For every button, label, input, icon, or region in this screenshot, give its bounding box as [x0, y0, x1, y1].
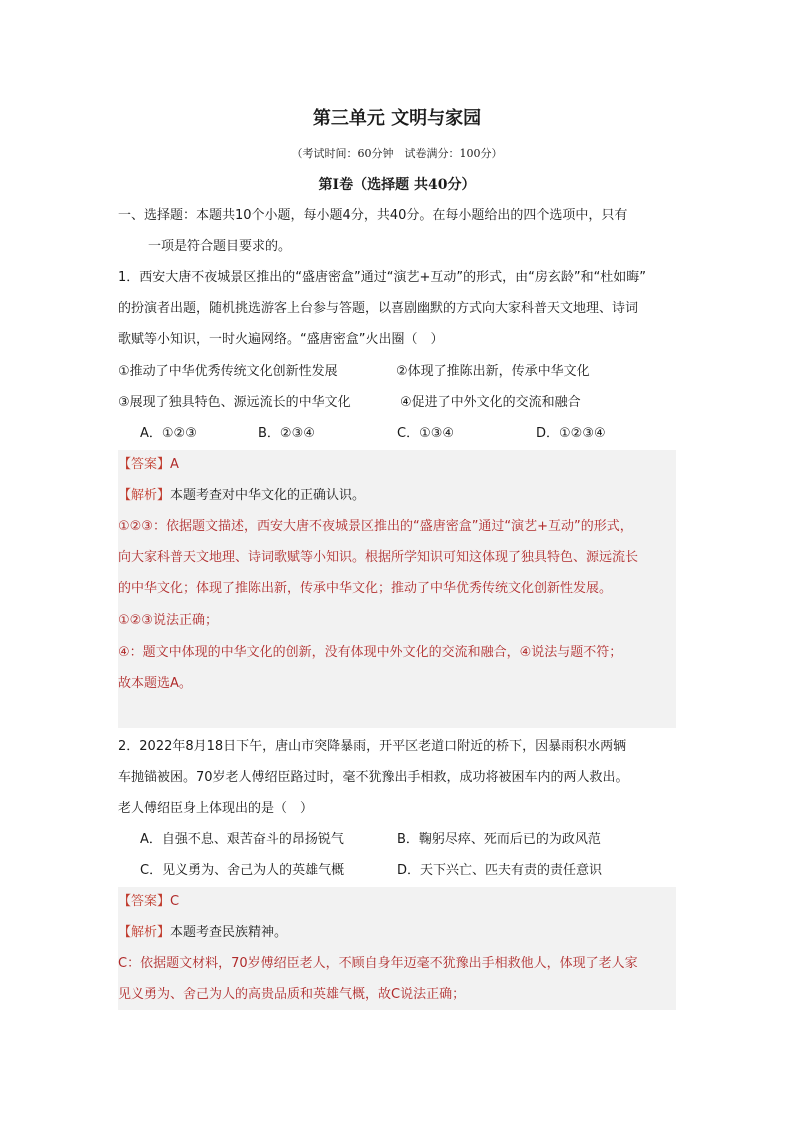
q1-option-c: C．①③④	[397, 426, 455, 441]
q2-option-b: B．鞠躬尽瘁、死而后已的为政风范	[397, 832, 601, 847]
q1-statement-4: ④促进了中外文化的交流和融合	[400, 395, 581, 410]
q1-answer-value: A	[170, 457, 179, 472]
q1-option-a: A．①②③	[140, 426, 197, 441]
q2-analysis-label: 【解析】	[118, 925, 171, 940]
q1-stem-line-2: 的扮演者出题，随机挑选游客上台参与答题，以喜剧幽默的方式向大家科普天文地理、诗词	[118, 301, 639, 316]
q1-statement-2: ②体现了推陈出新，传承中华文化	[396, 364, 590, 379]
q1-explain-line-5: ④：题文中体现的中华文化的创新，没有体现中外文化的交流和融合，④说法与题不符；	[118, 645, 623, 660]
q1-stem-line-3: 歌赋等小知识，一时火遍网络。“盛唐密盒”火出圈（ ）	[118, 332, 444, 347]
page-title: 第三单元 文明与家园	[312, 108, 482, 129]
q2-analysis-text: 本题考查民族精神。	[170, 925, 288, 940]
q1-option-d: D．①②③④	[536, 426, 606, 441]
section-title: 第Ⅰ卷（选择题 共40分）	[318, 177, 476, 193]
q1-analysis	[118, 486, 365, 506]
q2-analysis	[118, 923, 287, 943]
q2-option-d: D．天下兴亡、匹夫有责的责任意识	[397, 863, 603, 878]
q1-explain-line-1: ①②③：依据题文描述，西安大唐不夜城景区推出的“盛唐密盒”通过“演艺+互动”的形式，	[118, 519, 633, 534]
q1-analysis-label: 【解析】	[118, 488, 171, 503]
q1-statement-3: ③展现了独具特色、源远流长的中华文化	[118, 395, 351, 410]
q2-answer	[118, 892, 179, 912]
q1-explain-line-3: 的中华文化；体现了推陈出新，传承中华文化；推动了中华优秀传统文化创新性发展。	[118, 581, 613, 596]
q2-stem-line-2: 车抛锚被困。70岁老人傅绍臣路过时，毫不犹豫出手相救，成功将被困车内的两人救出。	[118, 770, 629, 785]
instructions-line-1: 一、选择题：本题共10个小题，每小题4分，共40分。在每小题给出的四个选项中，只有	[118, 208, 628, 223]
q2-option-a: A．自强不息、艰苦奋斗的昂扬锐气	[140, 832, 344, 847]
q1-answer-label: 【答案】	[118, 457, 171, 472]
q2-stem-line-3: 老人傅绍臣身上体现出的是（ ）	[118, 801, 314, 816]
q1-explain-line-6: 故本题选A。	[118, 676, 192, 691]
q2-answer-value: C	[170, 894, 180, 909]
q2-explain-line-2: 见义勇为、舍己为人的高贵品质和英雄气概，故C说法正确；	[118, 987, 466, 1002]
q1-answer	[118, 455, 179, 475]
q2-explain-line-1: C：依据题文材料，70岁傅绍臣老人，不顾自身年迈毫不犹豫出手相救他人，体现了老人家	[118, 956, 638, 971]
q2-option-c: C．见义勇为、舍己为人的英雄气概	[140, 863, 345, 878]
q2-stem-line-1: 2．2022年8月18日下午，唐山市突降暴雨，开平区老道口附近的桥下，因暴雨积水两辆	[118, 739, 627, 754]
q1-explain-line-4: ①②③说法正确；	[118, 613, 218, 628]
q2-answer-label: 【答案】	[118, 894, 171, 909]
instructions-line-2: 一项是符合题目要求的。	[148, 239, 292, 254]
q1-option-b: B．②③④	[258, 426, 315, 441]
q1-statement-1: ①推动了中华优秀传统文化创新性发展	[118, 364, 338, 379]
q1-stem-line-1: 1．西安大唐不夜城景区推出的“盛唐密盒”通过“演艺+互动”的形式，由“房玄龄”和“杜如晦”	[118, 270, 647, 285]
q1-analysis-text: 本题考查对中华文化的正确认识。	[170, 488, 366, 503]
q1-explain-line-2: 向大家科普天文地理、诗词歌赋等小知识。根据所学知识可知这体现了独具特色、源远流长	[118, 550, 639, 565]
exam-info: （考试时间：60分钟 试卷满分：100分）	[291, 147, 503, 160]
